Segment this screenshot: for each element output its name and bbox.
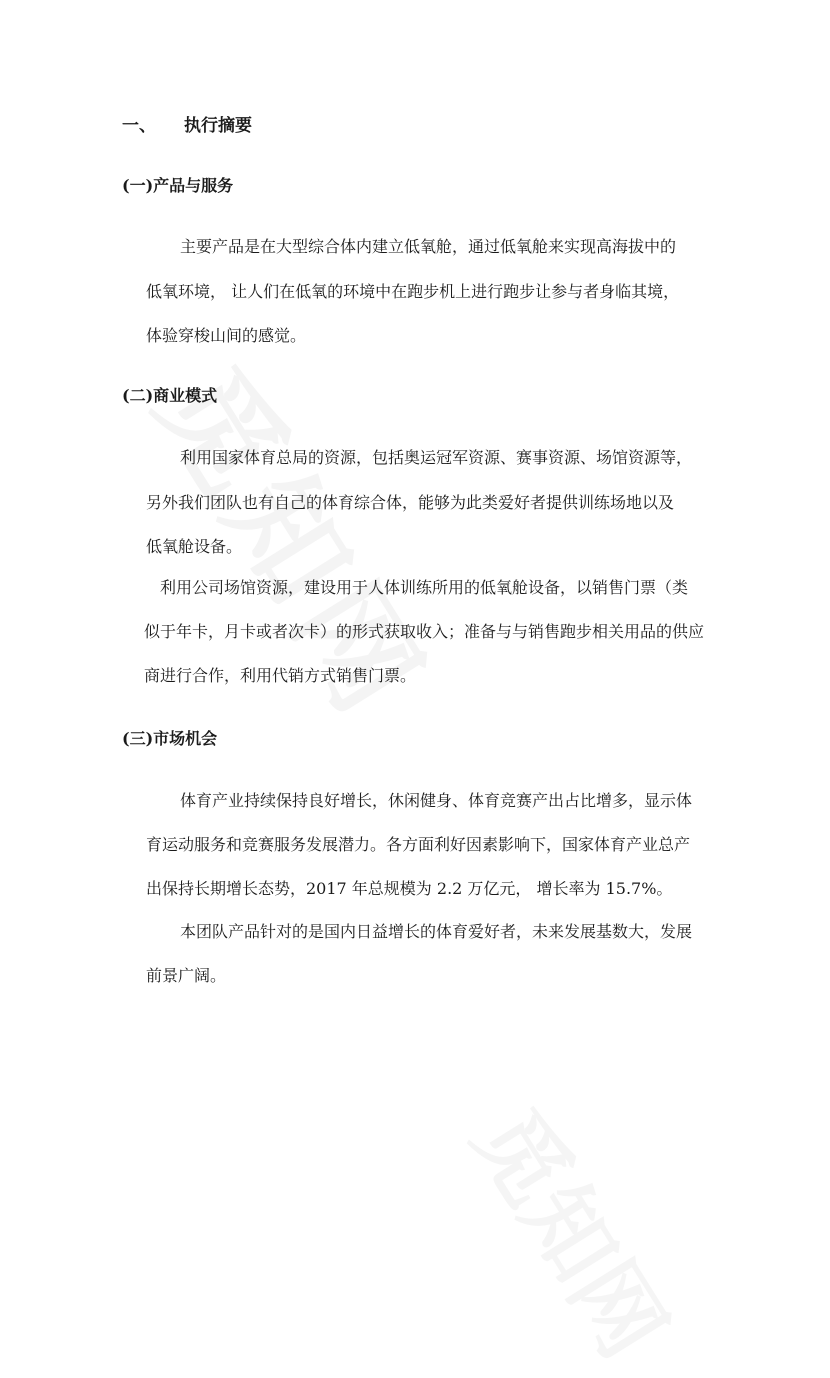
paragraph-line: 主要产品是在大型综合体内建立低氧舱，通过低氧舱来实现高海拔中的 [180, 237, 677, 256]
paragraph-line: 商进行合作，利用代销方式销售门票。 [144, 666, 417, 685]
paragraph-line: 低氧环境， 让人们在低氧的环境中在跑步机上进行跑步让参与者身临其境， [146, 282, 680, 301]
heading-title: 执行摘要 [184, 116, 252, 136]
paragraph-line: 体验穿梭山间的感觉。 [146, 326, 307, 345]
paragraph-line: 前景广阔。 [146, 966, 227, 985]
subheading-products-services: (一)产品与服务 [122, 176, 234, 195]
paragraph-line: 利用国家体育总局的资源，包括奥运冠军资源、赛事资源、场馆资源等， [180, 448, 693, 467]
paragraph-line: 育运动服务和竞赛服务发展潜力。各方面利好因素影响下，国家体育产业总产 [146, 835, 691, 854]
paragraph-line: 本团队产品针对的是国内日益增长的体育爱好者，未来发展基数大，发展 [180, 922, 693, 941]
watermark-secondary [450, 1080, 703, 1378]
paragraph-line: 利用公司场馆资源，建设用于人体训练所用的低氧舱设备，以销售门票（类 [160, 578, 689, 597]
paragraph-line: 低氧舱设备。 [146, 537, 243, 556]
paragraph-line: 似于年卡，月卡或者次卡）的形式获取收入；准备与与销售跑步相关用品的供应 [144, 622, 705, 641]
paragraph-line: 体育产业持续保持良好增长，休闲健身、体育竞赛产出占比增多，显示体 [180, 791, 693, 810]
section-heading [122, 114, 252, 138]
heading-number: 一、 [122, 116, 156, 136]
subheading-business-model: (二)商业模式 [122, 386, 218, 405]
paragraph-line: 另外我们团队也有自己的体育综合体，能够为此类爱好者提供训练场地以及 [146, 493, 675, 512]
paragraph-line: 出保持长期增长态势，2017 年总规模为 2.2 万亿元， 增长率为 15.7%。 [146, 879, 673, 898]
subheading-market-opportunity: (三)市场机会 [122, 729, 218, 748]
